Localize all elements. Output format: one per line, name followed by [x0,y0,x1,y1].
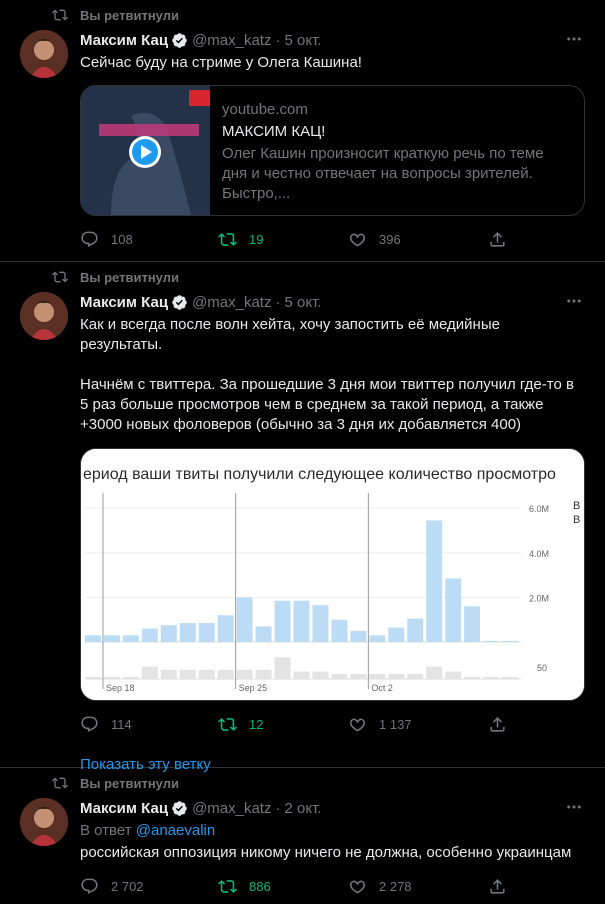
retweet-indicator [20,768,585,798]
retweet-button[interactable] [218,715,348,734]
chart-bar [161,625,177,642]
chart-bar [407,619,423,642]
reply-button[interactable] [80,715,218,734]
author-name[interactable]: Максим Кац [80,293,169,311]
chart-lower-bar [161,670,177,679]
retweet-icon [52,7,68,23]
card-domain: youtube.com [222,101,308,118]
chart-lower-bar [104,677,120,679]
chart-bar [218,615,234,642]
y-tick-label: 2.0M [529,593,550,604]
chart-lower-bar [275,657,291,679]
like-button[interactable] [348,877,488,896]
tweet[interactable] [0,262,605,773]
tweet[interactable] [0,768,605,904]
y-tick-label: 50 [537,663,548,673]
chart-side-text: В [573,514,581,526]
x-tick-label: Sep 18 [105,683,135,693]
chart-bar [502,641,518,642]
chart-lower-bar [199,670,215,679]
reply-count: 2 702 [111,878,144,894]
author-handle[interactable]: @max_katz [192,799,272,817]
chart-bar [350,631,366,642]
more-icon[interactable] [565,798,583,816]
chart-side-text: В [573,500,581,512]
y-tick-label: 6.0M [529,504,550,515]
separator-dot: · [275,799,281,817]
chart-lower-bar [426,667,442,680]
reply-prefix: В ответ [80,822,132,839]
author-handle[interactable]: @max_katz [192,293,272,311]
retweet-label: Вы ретвитнули [80,7,179,23]
retweet-button[interactable] [218,877,348,896]
chart-lower-bar [180,670,196,679]
reply-icon [80,715,99,734]
card-description: Олег Кашин произносит краткую речь по теме дня и честно отвечает на вопросы зрителей. Быстро,... [222,145,544,202]
chart-lower-bar [350,674,366,679]
author-name[interactable]: Максим Кац [80,31,169,49]
chart-headline: ериод ваши твиты получили следующее количество просмотро [83,466,556,483]
chart-background [81,449,584,701]
chart-bar [180,623,196,642]
reply-icon [80,230,99,249]
retweet-label: Вы ретвитнули [80,269,179,285]
avatar[interactable] [20,292,68,340]
tweet-date[interactable]: 2 окт. [284,799,322,817]
y-tick-label: 4.0M [529,548,550,559]
chart-bar [142,629,158,642]
chart-bar [294,601,310,642]
verified-icon [171,800,188,817]
tweet-text: российская оппозиция никому ничего не должна, особенно украинцам [80,844,572,861]
share-button[interactable] [488,877,519,896]
chart-lower-bar [237,670,253,679]
like-count: 1 137 [379,716,412,732]
like-button[interactable] [348,230,488,249]
chart-lower-bar [123,677,139,679]
show-thread-link[interactable]: Показать эту ветку [80,756,211,773]
chart-bar [426,520,442,642]
card-title: МАКСИМ КАЦ! [222,123,326,140]
chart-bar [123,635,139,642]
separator-dot: · [275,293,281,311]
media-image[interactable] [80,448,585,701]
chart-lower-bar [445,672,461,680]
chart-bar [256,626,272,642]
tweet-actions [80,701,585,747]
separator-dot: · [275,31,281,49]
chart-lower-bar [464,677,480,679]
retweet-icon [218,877,237,896]
share-button[interactable] [488,715,519,734]
chart-lower-bar [218,670,234,679]
card-thumbnail [81,86,210,215]
tweet-text: Как и всегда после волн хейта, хочу запостить её медийные результаты. Начнём с твиттера. За прошедшие 3 дня мои твиттер получил где-то в 5 раз больше просмотров чем в среднем за такой период, а также +3000 новых фоловеров (обычно за 3 дня их добавляется 400) [80,316,574,433]
share-button[interactable] [488,230,519,249]
tweet-actions [80,863,585,904]
share-icon [488,230,507,249]
link-card[interactable] [80,85,585,216]
retweet-icon [218,230,237,249]
views-chart [81,449,584,701]
chart-bar [312,605,328,642]
reply-button[interactable] [80,230,218,249]
reply-count: 114 [111,716,132,732]
heart-icon [348,230,367,249]
chart-lower-bar [256,670,272,679]
author-name[interactable]: Максим Кац [80,799,169,817]
chart-bar [331,620,347,642]
chart-lower-bar [294,672,310,680]
chart-lower-bar [483,677,499,679]
verified-icon [171,294,188,311]
avatar[interactable] [20,30,68,78]
retweet-indicator [20,262,585,292]
chart-bar [275,601,291,642]
reply-button[interactable] [80,877,218,896]
chart-lower-bar [502,677,518,679]
chart-lower-bar [407,674,423,679]
like-button[interactable] [348,715,488,734]
x-tick-label: Oct 2 [371,683,393,693]
chart-lower-bar [85,677,101,679]
chart-bar [369,635,385,642]
retweet-icon [218,715,237,734]
retweet-indicator [20,0,585,30]
avatar[interactable] [20,798,68,846]
reply-context [80,821,585,841]
chart-lower-bar [369,674,385,679]
retweet-count: 12 [249,716,264,732]
share-icon [488,715,507,734]
retweet-count: 19 [249,231,264,247]
retweet-count: 886 [249,878,271,894]
reply-to-link[interactable]: @anaevalin [135,822,216,839]
retweet-icon [52,775,68,791]
reply-count: 108 [111,231,133,247]
x-tick-label: Sep 25 [238,683,268,693]
tweet-date[interactable]: 5 окт. [284,293,322,311]
tweet[interactable] [0,0,605,262]
chart-bar [483,641,499,642]
chart-lower-bar [331,674,347,679]
chart-lower-bar [142,667,158,680]
retweet-button[interactable] [218,230,348,249]
chart-bar [199,623,215,642]
more-icon[interactable] [565,292,583,310]
more-icon[interactable] [565,30,583,48]
retweet-icon [52,269,68,285]
like-count: 396 [379,231,401,247]
chart-lower-bar [312,672,328,680]
verified-icon [171,32,188,49]
tweet-text: Сейчас буду на стриме у Олега Кашина! [80,54,362,71]
chart-bar [104,635,120,642]
heart-icon [348,877,367,896]
tweet-date[interactable]: 5 окт. [284,31,322,49]
chart-lower-bar [388,674,404,679]
share-icon [488,877,507,896]
chart-bar [237,597,253,642]
author-handle[interactable]: @max_katz [192,31,272,49]
chart-bar [388,628,404,643]
heart-icon [348,715,367,734]
like-count: 2 278 [379,878,412,894]
chart-bar [464,606,480,642]
reply-icon [80,877,99,896]
chart-bar [85,635,101,642]
chart-bar [445,578,461,642]
tweet-actions [80,216,585,262]
retweet-label: Вы ретвитнули [80,775,179,791]
